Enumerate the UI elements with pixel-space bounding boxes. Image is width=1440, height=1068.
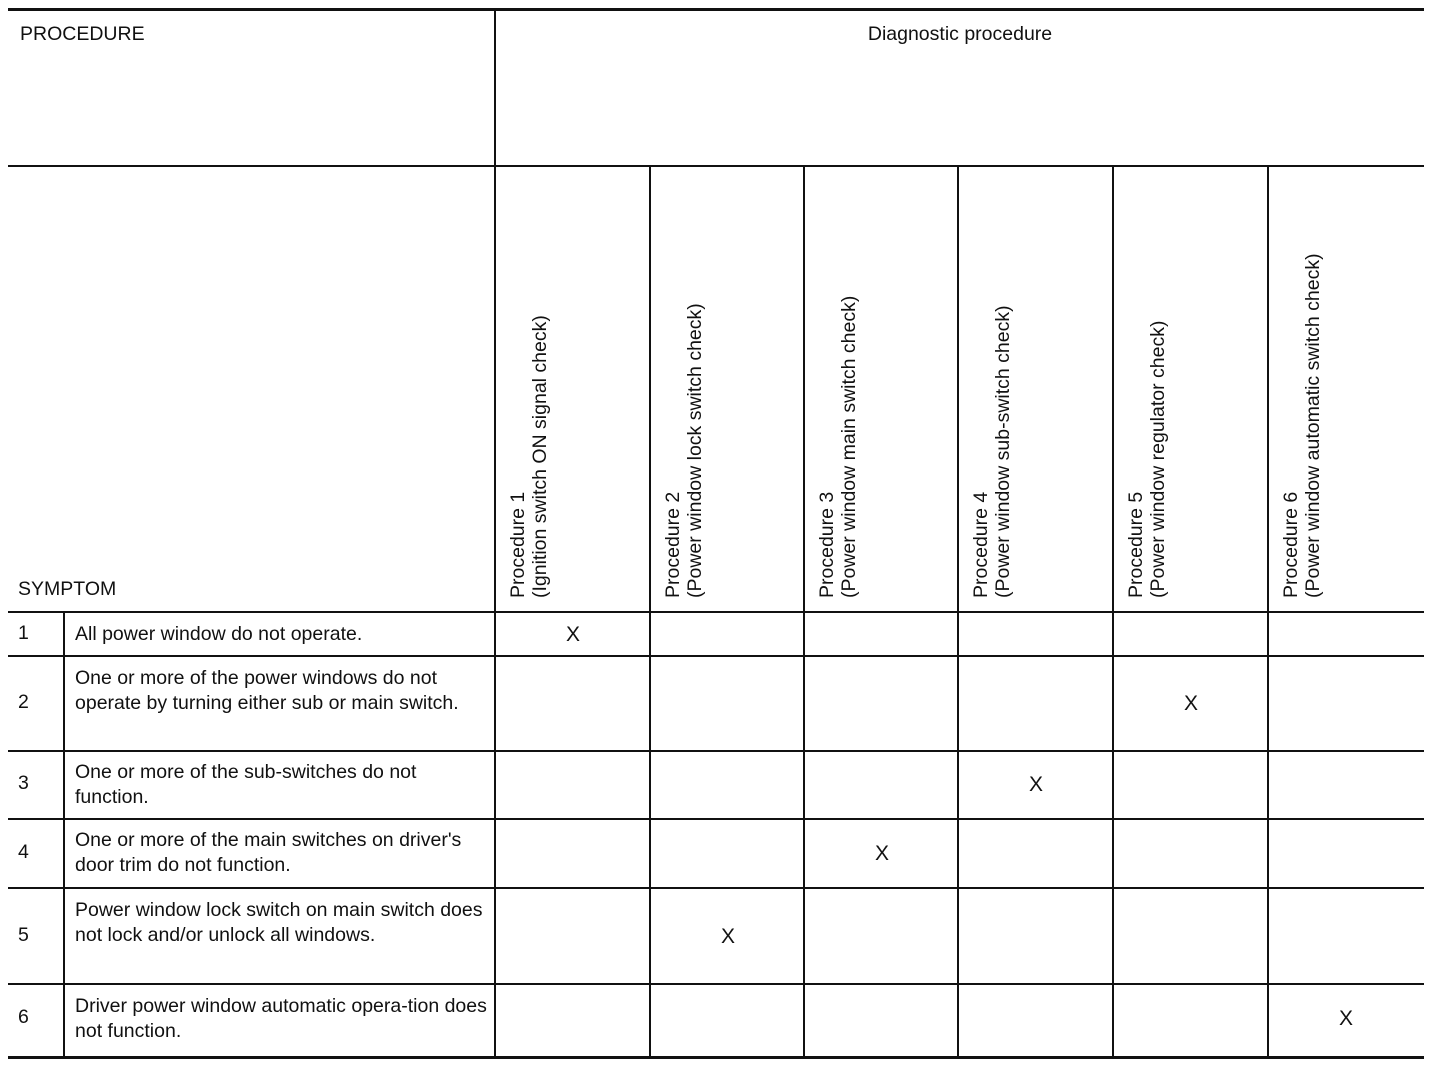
column-title: Procedure 3	[816, 491, 838, 598]
row-divider	[8, 611, 1424, 613]
number-column-divider	[63, 612, 65, 1057]
row-number: 6	[18, 1006, 29, 1028]
row-number: 1	[18, 622, 29, 644]
row-number: 3	[18, 772, 29, 794]
check-mark: X	[565, 623, 580, 646]
column-header-procedure-1	[496, 168, 650, 598]
diagnostic-procedure-header: Diagnostic procedure	[867, 23, 1053, 45]
row-divider	[8, 750, 1424, 752]
row-symptom: Driver power window automatic opera-tion does not function.	[75, 995, 487, 1042]
row-symptom: One or more of the power windows do not operate by turning either sub or main switch.	[75, 667, 459, 714]
row-divider	[8, 887, 1424, 889]
column-title: Procedure 1	[507, 491, 529, 598]
row-symptom: One or more of the sub-switches do not function.	[75, 761, 417, 808]
row-divider	[8, 818, 1424, 820]
column-title: Procedure 4	[970, 491, 992, 598]
column-header-procedure-3	[805, 168, 959, 598]
check-mark: X	[1028, 773, 1043, 796]
column-title: Procedure 5	[1125, 491, 1147, 598]
column-subtitle: (Power window main switch check)	[838, 295, 860, 598]
check-mark: X	[874, 842, 889, 865]
column-header-procedure-6	[1269, 168, 1423, 598]
row-symptom: Power window lock switch on main switch does not lock and/or unlock all windows.	[75, 899, 483, 946]
column-header-procedure-5	[1114, 168, 1268, 598]
procedure-header: PROCEDURE	[20, 23, 145, 45]
check-mark: X	[1338, 1007, 1353, 1030]
row-number: 5	[18, 924, 29, 946]
symptom-header: SYMPTOM	[18, 578, 117, 600]
check-mark: X	[720, 925, 735, 948]
column-subtitle: (Power window sub-switch check)	[992, 305, 1014, 598]
column-title: Procedure 2	[662, 491, 684, 598]
column-subtitle: (Power window automatic switch check)	[1302, 253, 1324, 598]
column-header-procedure-2	[651, 168, 805, 598]
row-number: 2	[18, 691, 29, 713]
column-header-procedure-4	[959, 168, 1113, 598]
table-bottom-border	[8, 1056, 1424, 1059]
column-subtitle: (Ignition switch ON signal check)	[529, 315, 551, 598]
row-symptom: All power window do not operate.	[75, 623, 363, 645]
table-top-border	[8, 8, 1424, 11]
column-subtitle: (Power window lock switch check)	[684, 303, 706, 598]
row-symptom: One or more of the main switches on driver's door trim do not function.	[75, 829, 462, 876]
column-title: Procedure 6	[1280, 491, 1302, 598]
header-divider	[8, 165, 1424, 167]
row-number: 4	[18, 841, 29, 863]
column-subtitle: (Power window regulator check)	[1147, 320, 1169, 598]
row-divider	[8, 655, 1424, 657]
row-divider	[8, 983, 1424, 985]
check-mark: X	[1183, 692, 1198, 715]
